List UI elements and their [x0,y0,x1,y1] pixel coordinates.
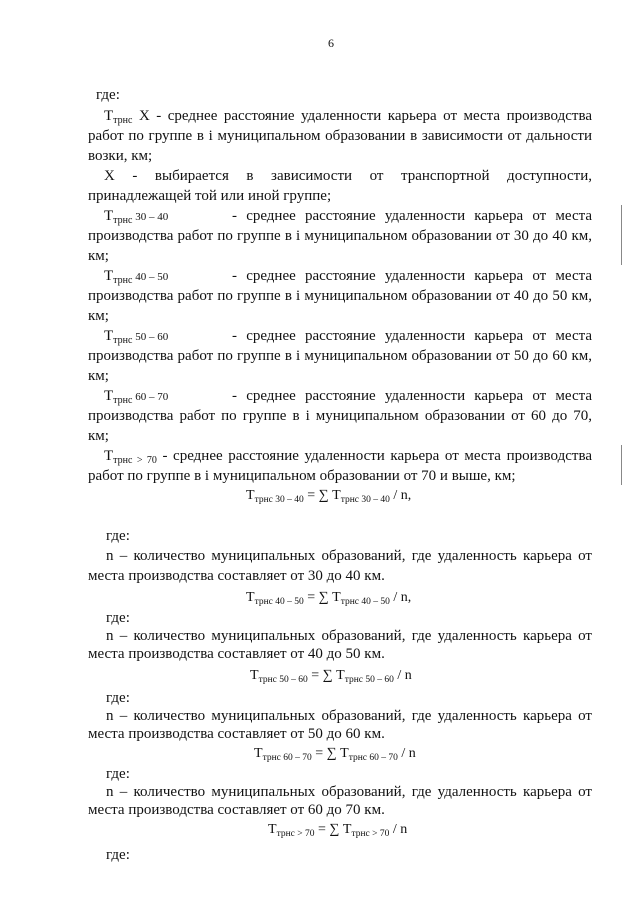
where-label: где: [96,87,120,103]
formula-operator: = ∑ Т [307,668,345,683]
symbol: Т [104,448,114,464]
definition-text: км; [88,308,109,324]
definition-text: - среднее расстояние удаленности карьера от места [232,328,592,344]
where-label: где: [106,766,130,782]
formula-subscript: трнс > 70 [351,829,390,839]
where-label: где: [106,690,130,706]
definition-text: работ по группе в i муниципальном образовании от 70 и выше, км; [88,468,516,484]
symbol-subscript: трнс [113,275,133,286]
formula [246,589,411,607]
definition-line [104,327,168,346]
definition-line [104,207,168,226]
symbol-var: X [132,108,150,124]
explanation-text: n – количество муниципальных образований, где удаленность карьера от [106,784,592,800]
definition-line [104,267,168,286]
formula [246,487,411,505]
formula-subscript: трнс > 70 [276,829,315,839]
definition-line [104,387,168,406]
formula-subscript: трнс 50 – 60 [344,675,394,685]
formula-tail: / n, [389,488,412,503]
where-label: где: [106,610,130,626]
definition-line [104,447,592,465]
formula [250,667,412,685]
explanation-text: места производства составляет от 60 до 70 км. [88,802,385,818]
definition-text: производства работ по группе в i муниципальном образовании от 50 до 60 км, [88,348,592,364]
scan-margin-mark [621,445,622,485]
formula [268,821,407,839]
definition-text: возки, км; [88,148,153,164]
formula-operator: = ∑ Т [303,488,341,503]
formula-operator: = ∑ Т [311,746,349,761]
formula-symbol: Т [246,590,255,605]
formula-operator: = ∑ Т [314,822,352,837]
explanation-text: места производства составляет от 50 до 60 км. [88,726,385,742]
formula-tail: / n [397,746,416,761]
formula-tail: / n [393,668,412,683]
definition-text: производства работ по группе в i муниципальном образовании от 30 до 40 км, [88,228,592,244]
explanation-text: места производства составляет от 40 до 50 км. [88,646,385,662]
definition-text: - выбирается в зависимости от транспортной доступности, [114,168,592,184]
where-label: где: [106,847,130,863]
definition-text: производства работ по группе в i муниципальном образовании от 60 до 70, [88,408,592,424]
symbol-subscript: трнс [113,215,133,226]
formula-subscript: трнс 30 – 40 [254,495,304,505]
formula [254,745,416,763]
definition-text: работ по группе в i муниципальном образовании в зависимости от дальности [88,128,592,144]
definition-text: - среднее расстояние удаленности карьера от места [232,208,592,224]
formula-operator: = ∑ Т [303,590,341,605]
definition-line [104,107,592,125]
symbol-subscript: трнс [113,395,133,406]
symbol: Т [104,208,114,224]
explanation-text: n – количество муниципальных образований, где удаленность карьера от [106,708,592,724]
symbol-var: 60 – 70 [132,391,169,403]
symbol: Т [104,388,114,404]
symbol-var: 50 – 60 [132,331,169,343]
explanation-text: места производства составляет от 30 до 40 км. [88,568,385,584]
symbol-subscript: трнс > 70 [113,455,157,466]
formula-symbol: Т [250,668,259,683]
formula-tail: / n [389,822,408,837]
formula-subscript: трнс 50 – 60 [258,675,308,685]
formula-subscript: трнс 40 – 50 [254,597,304,607]
formula-subscript: трнс 40 – 50 [340,597,390,607]
page-number: 6 [328,36,334,50]
definition-text: - среднее расстояние удаленности карьера от места [232,388,592,404]
formula-symbol: Т [254,746,263,761]
explanation-text: n – количество муниципальных образований, где удаленность карьера от [106,628,592,644]
formula-tail: / n, [389,590,412,605]
definition-text: км; [88,428,109,444]
definition-text: км; [88,248,109,264]
definition-line [104,167,592,185]
formula-subscript: трнс 30 – 40 [340,495,390,505]
definition-text: принадлежащей той или иной группе; [88,188,332,204]
formula-symbol: Т [246,488,255,503]
definition-text: - среднее расстояние удаленности карьера от места производства [156,448,592,464]
symbol-var: 30 – 40 [132,211,169,223]
formula-symbol: Т [268,822,277,837]
symbol-var: X [104,168,115,184]
scan-margin-mark [621,205,622,265]
explanation-text: n – количество муниципальных образований, где удаленность карьера от [106,548,592,564]
symbol: Т [104,108,114,124]
symbol: Т [104,328,114,344]
definition-text: - среднее расстояние удаленности карьера от места [232,268,592,284]
formula-subscript: трнс 60 – 70 [348,753,398,763]
formula-subscript: трнс 60 – 70 [262,753,312,763]
where-label: где: [106,528,130,544]
symbol-subscript: трнс [113,335,133,346]
symbol-var: 40 – 50 [132,271,169,283]
symbol: Т [104,268,114,284]
definition-text: км; [88,368,109,384]
definition-text: - среднее расстояние удаленности карьера от места производства [149,108,592,124]
definition-text: производства работ по группе в i муниципальном образовании от 40 до 50 км, [88,288,592,304]
symbol-subscript: трнс [113,115,133,126]
